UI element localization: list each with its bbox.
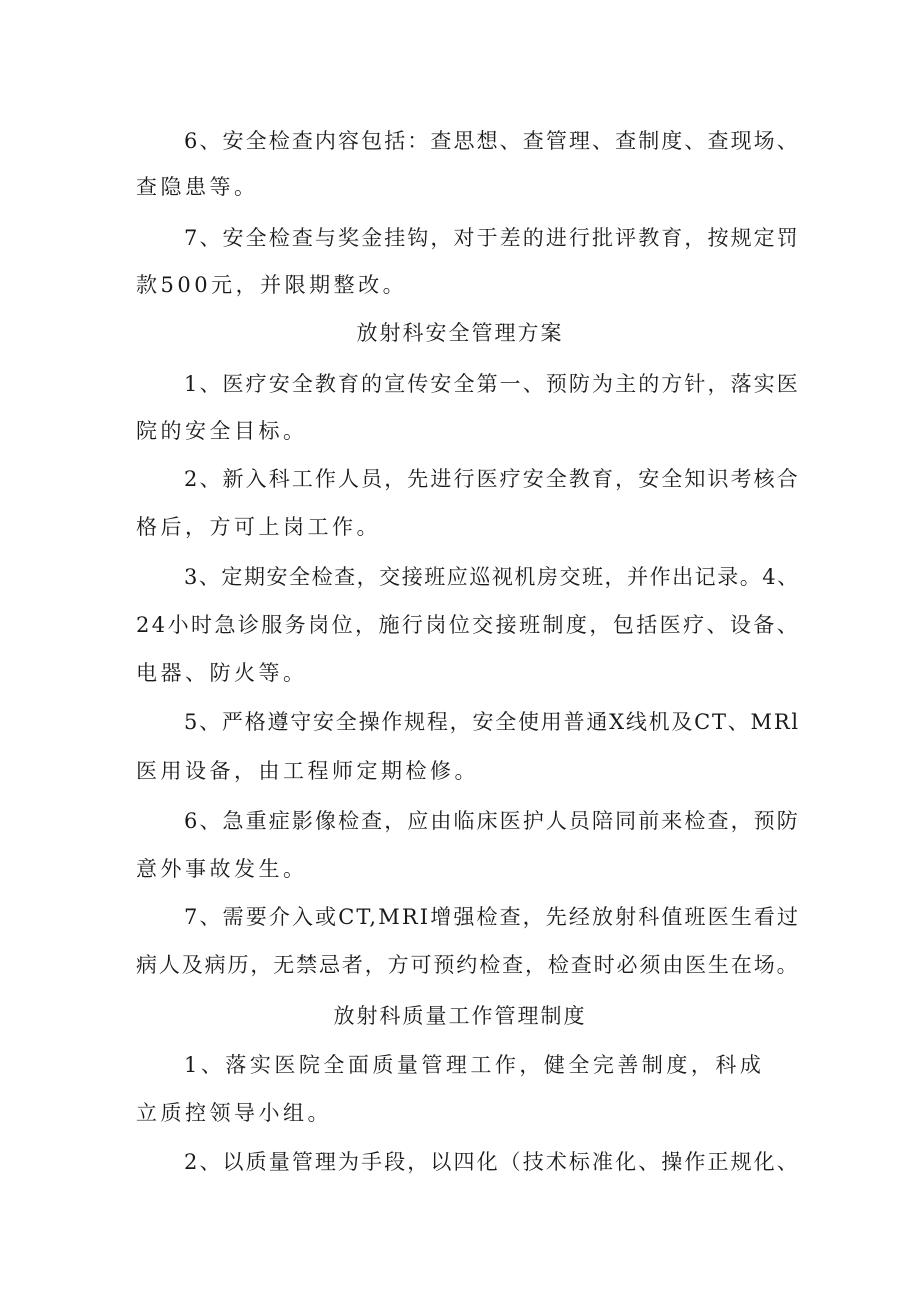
paragraph-line: 2、以质量管理为手段，以四化（技术标准化、操作正规化、	[184, 1150, 800, 1174]
section-title: 放射科安全管理方案	[356, 321, 564, 345]
paragraph-line: 院的安全目标。	[136, 419, 308, 443]
paragraph-line: 立质控领导小组。	[136, 1101, 332, 1125]
paragraph-line: 6、安全检查内容包括：查思想、查管理、查制度、查现场、	[184, 129, 800, 153]
paragraph-line: 1、落实医院全面质量管理工作，健全完善制度，科成	[184, 1053, 765, 1077]
section-title: 放射科质量工作管理制度	[333, 1004, 587, 1028]
paragraph-line: 7、安全检查与奖金挂钩，对于差的进行批评教育，按规定罚	[184, 226, 800, 250]
paragraph-line: 电器、防火等。	[136, 661, 308, 685]
paragraph-line: 5、严格遵守安全操作规程，安全使用普通X线机及CT、MRl	[184, 710, 800, 734]
paragraph-line: 7、需要介入或CT,MRI增强检查，先经放射科值班医生看过	[184, 905, 801, 929]
paragraph-line: 查隐患等。	[136, 175, 259, 199]
paragraph-line: 2、新入科工作人员，先进行医疗安全教育，安全知识考核合	[184, 467, 800, 491]
paragraph-line: 24小时急诊服务岗位，施行岗位交接班制度，包括医疗、设备、	[136, 613, 801, 637]
paragraph-line: 3、定期安全检查，交接班应巡视机房交班，并作出记录。4、	[184, 565, 800, 589]
paragraph-line: 格后，方可上岗工作。	[136, 515, 381, 539]
paragraph-line: 意外事故发生。	[136, 857, 308, 881]
paragraph-line: 1、医疗安全教育的宣传安全第一、预防为主的方针，落实医	[184, 372, 800, 396]
paragraph-line: 病人及病历，无禁忌者，方可预约检查，检查时必须由医生在场。	[136, 953, 800, 977]
paragraph-line: 医用设备，由工程师定期检修。	[136, 759, 479, 783]
paragraph-line: 6、急重症影像检查，应由临床医护人员陪同前来检查，预防	[184, 809, 800, 833]
paragraph-line: 款500元，并限期整改。	[136, 273, 408, 297]
